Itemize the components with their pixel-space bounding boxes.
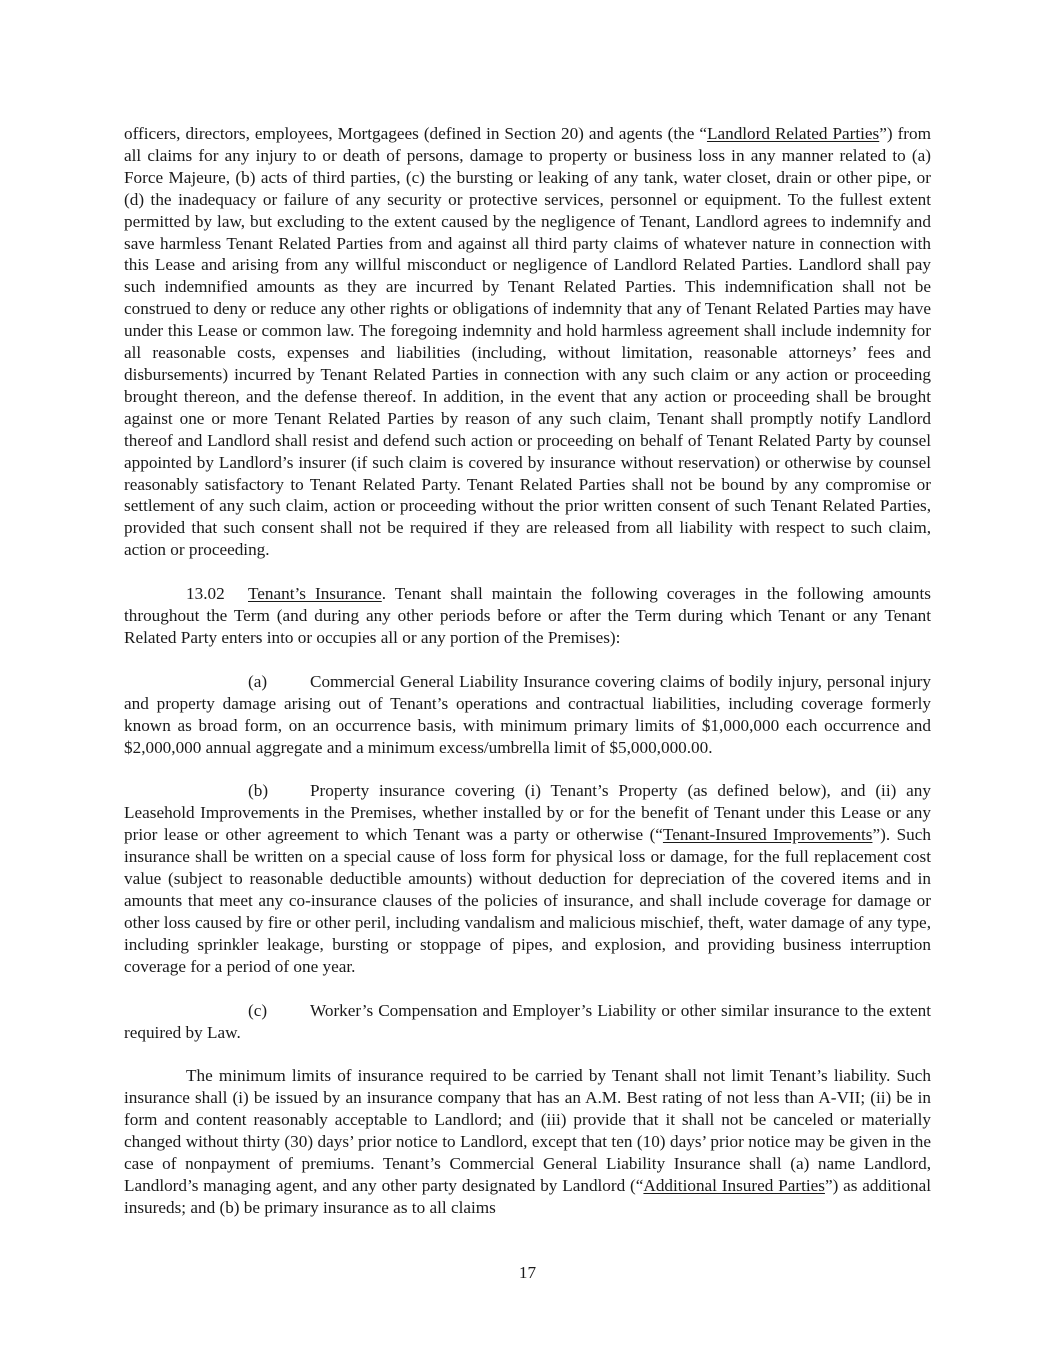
- document-page: [124, 123, 931, 1219]
- item-c-paragraph: [124, 1000, 931, 1044]
- defined-term-additional-insured-parties: Additional Insured Parties: [643, 1175, 825, 1195]
- text-run: Worker’s Compensation and Employer’s Liability or other similar insurance to the extent required by Law.: [124, 1000, 931, 1042]
- section-number: 13.02: [186, 584, 225, 604]
- page-number: 17: [518, 1263, 537, 1282]
- text-run: ”). Such insurance shall be written on a special cause of loss form for physical loss or damage, for the full replacement cost value (subject to reasonable deductible amounts) without deduction for depreciation of the covered items and in amounts that meet any co-insurance clauses of the policies of insurance, and shall include coverage for damage or other loss caused by fire or other peril, including vandalism and malicious mischief, theft, water damage of any type, including sprinkler leakage, bursting or stoppage of pipes, and explosion, and providing business interruption coverage for a period of one year.: [124, 825, 931, 976]
- text-run: ”) as additional insureds; and (b) be primary insurance as to all claims: [124, 1175, 932, 1217]
- defined-term-landlord-related-parties: Landlord Related Parties: [706, 124, 880, 143]
- item-label: (a): [248, 671, 268, 691]
- text-run: . Tenant shall maintain the following coverages in the following amounts throughout the Term (and during any other periods before or after the Term during which Tenant or any Tenant Related Party enters into or occupies all or any portion of the Premises):: [124, 584, 931, 647]
- defined-term-tenant-insured-improvements: Tenant-Insured Improvements: [662, 825, 873, 845]
- item-b-paragraph: [124, 780, 931, 977]
- item-label: (c): [248, 1000, 268, 1020]
- text-run: officers, directors, employees, Mortgagees (defined in Section 20) and agents (the “: [124, 124, 707, 143]
- text-run: The minimum limits of insurance required to be carried by Tenant shall not limit Tenant’s liability. Such insurance shall (i) be issued by an insurance company that has an A.M. Best rating of not less than A-VII; (ii) be in form and content reasonably acceptable to Landlord; and (iii) provide that it shall not be canceled or materially changed without thirty (30) days’ prior notice to Landlord, except that ten (10) days’ prior notice may be given in the case of nonpayment of premiums. Tenant’s Commercial General Liability Insurance shall (a) name Landlord, Landlord’s managing agent, and any other party designated by Landlord (“: [124, 1066, 931, 1195]
- insurance-limits-paragraph: [124, 1065, 931, 1218]
- text-run: ”) from all claims for any injury to or death of persons, damage to property or business loss in any manner related to (a) Force Majeure, (b) acts of third parties, (c) the bursting or leaking of any tank, water closet, drain or other pipe, or (d) the inadequacy or failure of any security or protective services, personnel or equipment. To the fullest extent permitted by law, but excluding to the extent caused by the negligence of Tenant, Landlord agrees to indemnify and save harmless Tenant Related Parties from and against all third party claims of whatever nature in connection with this Lease and arising from any willful misconduct or negligence of Landlord Related Parties. Landlord shall pay such indemnified amounts as they are incurred by Tenant Related Parties. This indemnification shall not be construed to deny or reduce any other rights or obligations of indemnity that any of Tenant Related Parties may have under this Lease or common law. The foregoing indemnity and hold harmless agreement shall include indemnity for all reasonable costs, expenses and liabilities (including, without limitation, reasonable attorneys’ fees and disbursements) incurred by Tenant Related Parties in connection with any such claim or any action or proceeding brought thereon, and the defense thereof. In addition, in the event that any action or proceeding shall be brought against one or more Tenant Related Parties by reason of any such claim, Tenant shall promptly notify Landlord thereof and Landlord shall resist and defend such action or proceeding on behalf of Tenant Related Party by counsel appointed by Landlord’s insurer (if such claim is covered by insurance without reservation) or otherwise by counsel reasonably satisfactory to Tenant Related Party. Tenant Related Parties shall not be bound by any compromise or settlement of any such claim, action or proceeding without the prior written consent of such Tenant Related Parties, provided that such consent shall not be required if they are released from all liability with respect to such claim, action or proceeding.: [124, 124, 931, 560]
- indemnity-paragraph: [124, 123, 931, 561]
- section-13-02-paragraph: [124, 583, 931, 649]
- item-a-paragraph: [124, 671, 931, 759]
- section-heading: Tenant’s Insurance: [248, 584, 382, 604]
- text-run: Property insurance covering (i) Tenant’s Property (as defined below), and (ii) any Leasehold Improvements in the Premises, whether installed by or for the benefit of Tenant under this Lease or any prior lease or other agreement to which Tenant was a party or otherwise (“: [124, 781, 931, 845]
- text-run: Commercial General Liability Insurance covering claims of bodily injury, personal injury and property damage arising out of Tenant’s operations and contractual liabilities, including coverage formerly known as broad form, on an occurrence basis, with minimum primary limits of $1,000,000 each occurrence and $2,000,000 annual aggregate and a minimum excess/umbrella limit of $5,000,000.00.: [124, 671, 931, 757]
- item-label: (b): [248, 781, 269, 801]
